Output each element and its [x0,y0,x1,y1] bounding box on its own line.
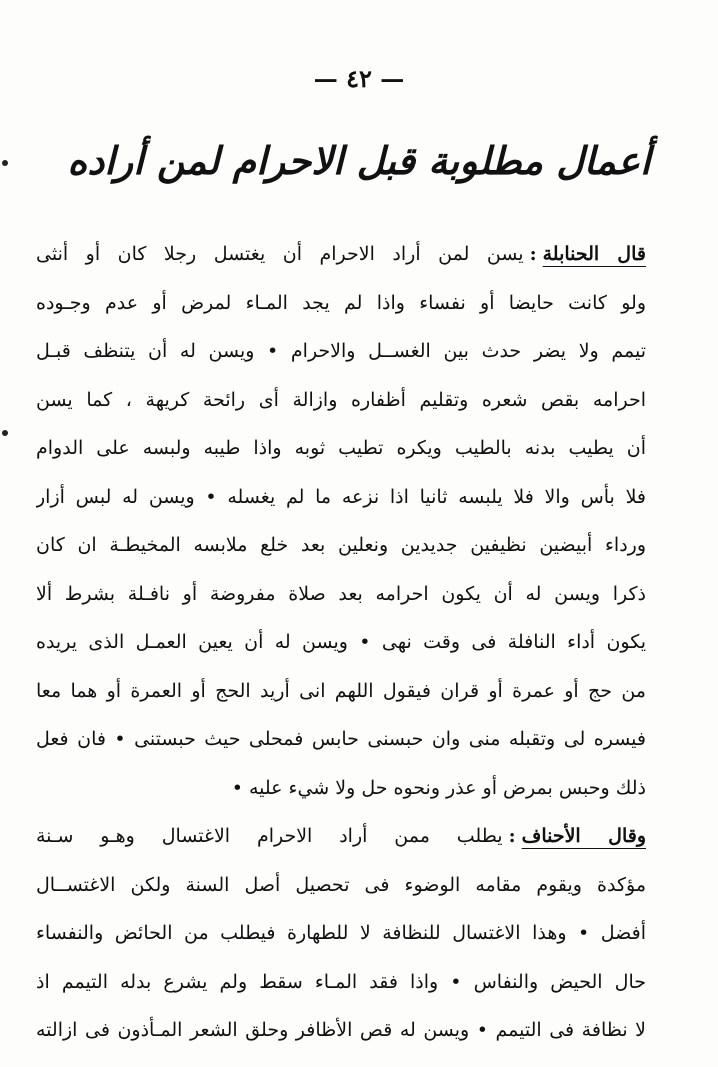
paragraph-line: أن يطيب بدنه بالطيب ويكره تطيب ثوبه واذا طيبه ولبسه على الدوام [36,437,646,459]
paragraph-line-text: يسن لمن أراد الاحرام أن يغتسل رجلا كان أو أنثى [36,243,524,265]
page-number: — ٤٢ — [313,64,405,93]
paragraph-line: يكون أداء النافلة فى وقت نهى • ويسن له أن يعين العمـل الذى يريده [36,631,646,653]
paragraph-line: حال الحيض والنفاس • واذا فقد المـاء سقط ولم يشرع بدله التيمم اذ [36,970,646,993]
paragraph-line: ورداء أبيضين نظيفين جديدين ونعلين بعد خلع ملابسه المخيطـة ان كان [36,534,646,556]
section-heading-hanabila: قال الحنابلة [542,243,646,265]
paragraph-line-text: يطلب ممن أراد الاحرام الاغتسال وهـو سـنة [36,825,503,847]
paragraph-line: من حج أو عمرة أو قران فيقول اللهم انى أريد الحج أو العمرة أو هما معا [36,679,646,702]
heading-colon: : [529,243,537,265]
paragraph-line [36,812,646,861]
body-text [36,230,646,1055]
paragraph-line [36,230,646,279]
paragraph-line: ذلك وحبس بمرض أو عذر ونحوه حل ولا شيء عليه • [231,776,646,799]
paragraph-line: احرامه بقص شعره وتقليم أظفاره وازالة أى رائحة كريهة ، كما يسن [36,388,646,411]
paragraph-line: فلا بأس والا فلا يلبسه ثانيا اذا نزعه ما لم يغسله • ويسن له لبس أزار [36,485,646,508]
paragraph-line: ذكرا ويسن له أن يكون احرامه بعد صلاة مفروضة أو نافـلة بشرط ألا [36,582,646,605]
page-title: أعمال مطلوبة قبل الاحرام لمن أراده [67,138,651,183]
paragraph-line: لا نظافة فى التيمم • ويسن له قص الأظافر وحلق الشعر المـأذون فى ازالته [36,1019,646,1041]
paragraph-line: ولو كانت حايضا أو نفساء واذا لم يجد المـاء لمرض أو عدم وجـوده [36,291,646,314]
paragraph-line: أفضل • وهذا الاغتسال للنظافة لا للطهارة فيطلب من الحائض والنفساء [36,922,646,944]
section-heading-hanafiya: وقال الأحناف [521,825,646,847]
margin-dot-top [2,160,8,166]
paragraph-line: فيسره لى وتقبله منى وان حبسنى حابس فمحلى حيث حبستنى • فان فعل [36,728,646,750]
paragraph-line: تيمم ولا يضر حدث بين الغســل والاحرام • ويسن له أن يتنظف قبـل [36,340,646,362]
margin-dot-bottom [2,430,8,436]
paragraph-line: مؤكدة ويقوم مقامه الوضوء فى تحصيل أصل السنة ولكن الاغتســال [36,873,646,896]
heading-colon: : [508,825,516,847]
